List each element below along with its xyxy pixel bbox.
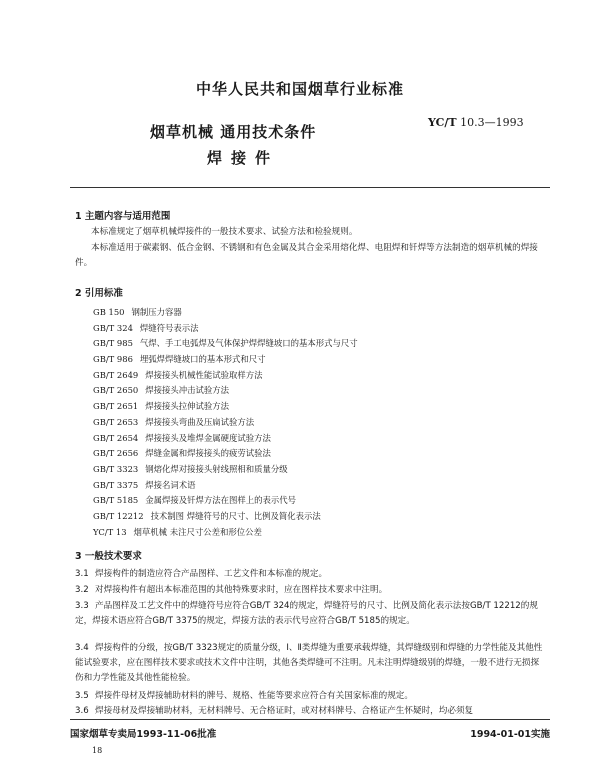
implementation-date: 1994-01-01实施 — [470, 729, 550, 740]
reference-item — [93, 431, 358, 447]
standard-code — [428, 116, 524, 129]
clause-number: 3.1 — [75, 569, 89, 579]
reference-item — [93, 305, 358, 321]
clause-number: 3.2 — [75, 585, 89, 595]
clause-3-1 — [75, 567, 547, 582]
title-line-1: 烟草机械 通用技术条件 — [150, 123, 317, 141]
title-line-2: 焊接件 — [207, 149, 280, 167]
clause-text: 焊接件母材及焊接辅助材料的牌号、规格、性能等要求应符合有关国家标准的规定。 — [95, 691, 413, 701]
section-2-heading: 2 引用标准 — [75, 288, 123, 299]
reference-title: 钢制压力容器 — [131, 307, 182, 317]
reference-item — [93, 336, 358, 352]
reference-item — [93, 368, 358, 384]
reference-title: 焊接接头机械性能试验取样方法 — [145, 369, 263, 380]
reference-code: GB/T 3375 — [93, 479, 139, 490]
reference-item — [93, 525, 358, 541]
clause-number: 3.6 — [75, 706, 89, 716]
reference-item — [93, 462, 358, 478]
reference-title: 焊缝符号表示法 — [139, 322, 199, 333]
reference-code: GB/T 5185 — [93, 495, 139, 506]
reference-item — [93, 478, 358, 494]
clause-number: 3.5 — [75, 691, 89, 701]
reference-item — [93, 399, 358, 415]
section-1-paragraph-2: 本标准适用于碳素钢、低合金钢、不锈钢和有色金属及其合金采用熔化焊、电阻焊和钎焊等方法制造的烟草机械的焊接件。 — [75, 243, 538, 268]
clause-text: 对焊接构件有超出本标准范围的其他特殊要求时，应在图样技术要求中注明。 — [95, 585, 388, 595]
reference-title: 金属焊接及钎焊方法在图样上的表示代号 — [145, 495, 296, 506]
reference-item — [93, 493, 358, 509]
section-3-heading: 3 一般技术要求 — [75, 551, 142, 562]
reference-title: 焊缝金属和焊接接头的疲劳试验法 — [145, 448, 271, 459]
page-number: 18 — [92, 746, 103, 755]
clause-text: 焊接构件的制造应符合产品图样、工艺文件和本标准的规定。 — [95, 569, 328, 579]
reference-title: 钢熔化焊对接接头射线照相和质量分级 — [145, 463, 288, 474]
standard-code-number: 10.3—1993 — [460, 116, 524, 129]
reference-code: GB/T 2656 — [93, 448, 139, 459]
reference-code: GB/T 2651 — [93, 401, 139, 412]
reference-title: 烟草机械 未注尺寸公差和形位公差 — [133, 526, 262, 537]
reference-code: GB/T 986 — [93, 354, 133, 365]
reference-code: GB 150 — [93, 307, 125, 317]
reference-item — [93, 383, 358, 399]
reference-title: 焊接接头冲击试验方法 — [145, 385, 229, 396]
clause-number: 3.3 — [75, 601, 89, 611]
clause-3-4 — [75, 641, 547, 686]
reference-code: GB/T 12212 — [93, 510, 144, 521]
reference-item — [93, 415, 358, 431]
reference-code: GB/T 324 — [93, 322, 133, 333]
standard-header: 中华人民共和国烟草行业标准 — [195, 80, 404, 98]
header-divider — [70, 187, 550, 188]
reference-code: GB/T 2654 — [93, 432, 139, 443]
reference-title: 焊接接头弯曲及压扁试验方法 — [145, 416, 255, 427]
reference-item — [93, 446, 358, 462]
clause-text: 焊接构件的分级，按GB/T 3323规定的质量分级，Ⅰ、Ⅱ类焊缝为重要承载焊缝，其焊缝级别和焊缝的力学性能及其他性能试验要求，应在图样技术要求或技术文件中注明，其他各类焊缝可不注明。凡未注明焊缝级别的焊缝，一般不进行无损探伤和力学性能及其他性能检验。 — [75, 643, 543, 683]
approval-note: 国家烟草专卖局1993-11-06批准 — [70, 729, 217, 740]
reference-code: GB/T 985 — [93, 338, 133, 349]
reference-code: YC/T 13 — [93, 526, 127, 537]
reference-list — [93, 305, 358, 540]
reference-code: GB/T 2649 — [93, 369, 139, 380]
reference-title: 技术制图 焊缝符号的尺寸、比例及简化表示法 — [150, 510, 321, 521]
section-1-paragraph-1: 本标准规定了烟草机械焊接件的一般技术要求、试验方法和检验规则。 — [91, 227, 358, 237]
clause-3-3 — [75, 599, 547, 629]
reference-title: 气焊、手工电弧焊及气体保护焊焊缝坡口的基本形式与尺寸 — [139, 338, 358, 349]
reference-code: GB/T 2653 — [93, 416, 139, 427]
reference-title: 焊接接头及堆焊金属硬度试验方法 — [145, 432, 271, 443]
reference-code: GB/T 3323 — [93, 463, 139, 474]
clause-3-5 — [75, 689, 547, 704]
reference-title: 焊接接头拉伸试验方法 — [145, 401, 229, 412]
reference-item — [93, 321, 358, 337]
clause-text: 产品图样及工艺文件中的焊缝符号应符合GB/T 324的规定，焊缝符号的尺寸、比例及简化表示法按GB/T 12212的规定，焊接术语应符合GB/T 3375的规定，焊接方法的表示代号应符合GB/T 5185的规定。 — [75, 601, 538, 626]
section-1-heading: 1 主题内容与适用范围 — [75, 211, 171, 222]
standard-code-prefix: YC/T — [428, 116, 457, 129]
reference-title: 焊接名词术语 — [145, 479, 196, 490]
clause-text: 焊接母材及焊接辅助材料，无材料牌号、无合格证时，或对材料牌号、合格证产生怀疑时，均必须复 — [95, 706, 474, 716]
reference-code: GB/T 2650 — [93, 385, 139, 396]
clause-3-6 — [75, 704, 547, 719]
clause-3-2 — [75, 583, 547, 598]
reference-item — [93, 509, 358, 525]
reference-item — [93, 352, 358, 368]
reference-title: 埋弧焊焊缝坡口的基本形式和尺寸 — [139, 354, 266, 365]
footer-divider — [70, 719, 550, 720]
clause-number: 3.4 — [75, 643, 89, 653]
